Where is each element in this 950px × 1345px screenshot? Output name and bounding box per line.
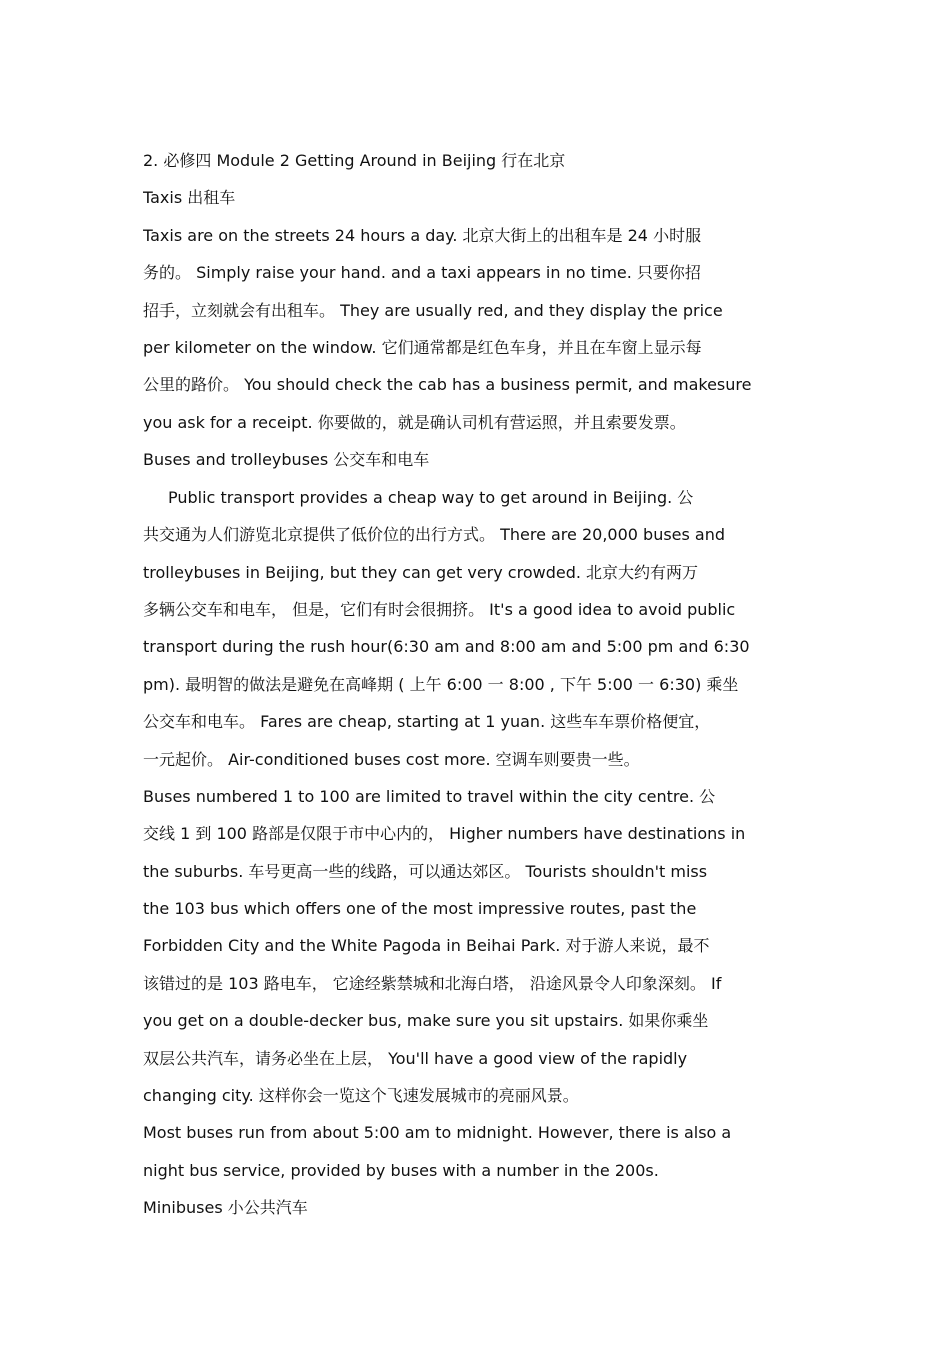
text-line: per kilometer on the window. 它们通常都是红色车身，并且在车窗上显示每 bbox=[143, 338, 702, 357]
text-line: you ask for a receipt. 你要做的，就是确认司机有营运照，并且索要发票。 bbox=[143, 413, 686, 432]
text-line: Public transport provides a cheap way to get around in Beijing. 公 bbox=[168, 488, 694, 507]
text-line: transport during the rush hour(6:30 am and 8:00 am and 5:00 pm and 6:30 bbox=[143, 637, 750, 656]
text-line: changing city. 这样你会一览这个飞速发展城市的亮丽风景。 bbox=[143, 1086, 579, 1105]
text-line: Most buses run from about 5:00 am to midnight. However, there is also a bbox=[143, 1123, 732, 1142]
text-line: Buses numbered 1 to 100 are limited to travel within the city centre. 公 bbox=[143, 787, 716, 806]
section-heading-taxis: Taxis 出租车 bbox=[143, 188, 236, 207]
text-line: pm). 最明智的做法是避免在高峰期 ( 上午 6:00 一 8:00 , 下午 5:00 一 6:30) 乘坐 bbox=[143, 675, 739, 694]
text-line: you get on a double-decker bus, make sure you sit upstairs. 如果你乘坐 bbox=[143, 1011, 709, 1030]
text-line: the 103 bus which offers one of the most impressive routes, past the bbox=[143, 899, 697, 918]
heading-title: 2. 必修四 Module 2 Getting Around in Beijing 行在北京 bbox=[143, 151, 566, 170]
text-line: trolleybuses in Beijing, but they can get very crowded. 北京大约有两万 bbox=[143, 563, 699, 582]
text-line: Taxis are on the streets 24 hours a day. 北京大街上的出租车是 24 小时服 bbox=[143, 226, 702, 245]
text-line: 招手，立刻就会有出租车。 They are usually red, and they display the price bbox=[143, 301, 723, 320]
text-line: night bus service, provided by buses with a number in the 200s. bbox=[143, 1161, 659, 1180]
text-line: 双层公共汽车，请务必坐在上层， You'll have a good view of the rapidly bbox=[143, 1049, 688, 1068]
section-heading-minibuses: Minibuses 小公共汽车 bbox=[143, 1198, 308, 1217]
text-line: the suburbs. 车号更高一些的线路，可以通达郊区。 Tourists shouldn't miss bbox=[143, 862, 708, 881]
text-line: 该错过的是 103 路电车， 它途经紫禁城和北海白塔， 沿途风景令人印象深刻。 If bbox=[143, 974, 722, 993]
text-line: 交线 1 到 100 路部是仅限于市中心内的， Higher numbers have destinations in bbox=[143, 824, 746, 843]
text-line: 公里的路价。 You should check the cab has a business permit, and makesure bbox=[143, 375, 752, 394]
section-heading-buses: Buses and trolleybuses 公交车和电车 bbox=[143, 450, 430, 469]
text-line: 共交通为人们游览北京提供了低价位的出行方式。 There are 20,000 buses and bbox=[143, 525, 726, 544]
text-line: 务的。 Simply raise your hand. and a taxi appears in no time. 只要你招 bbox=[143, 263, 701, 282]
text-line: Forbidden City and the White Pagoda in Beihai Park. 对于游人来说，最不 bbox=[143, 936, 710, 955]
text-line: 多辆公交车和电车， 但是，它们有时会很拥挤。 It's a good idea to avoid public bbox=[143, 600, 736, 619]
text-line: 一元起价。 Air-conditioned buses cost more. 空调车则要贵一些。 bbox=[143, 750, 640, 769]
text-line: 公交车和电车。 Fares are cheap, starting at 1 yuan. 这些车车票价格便宜， bbox=[143, 712, 711, 731]
